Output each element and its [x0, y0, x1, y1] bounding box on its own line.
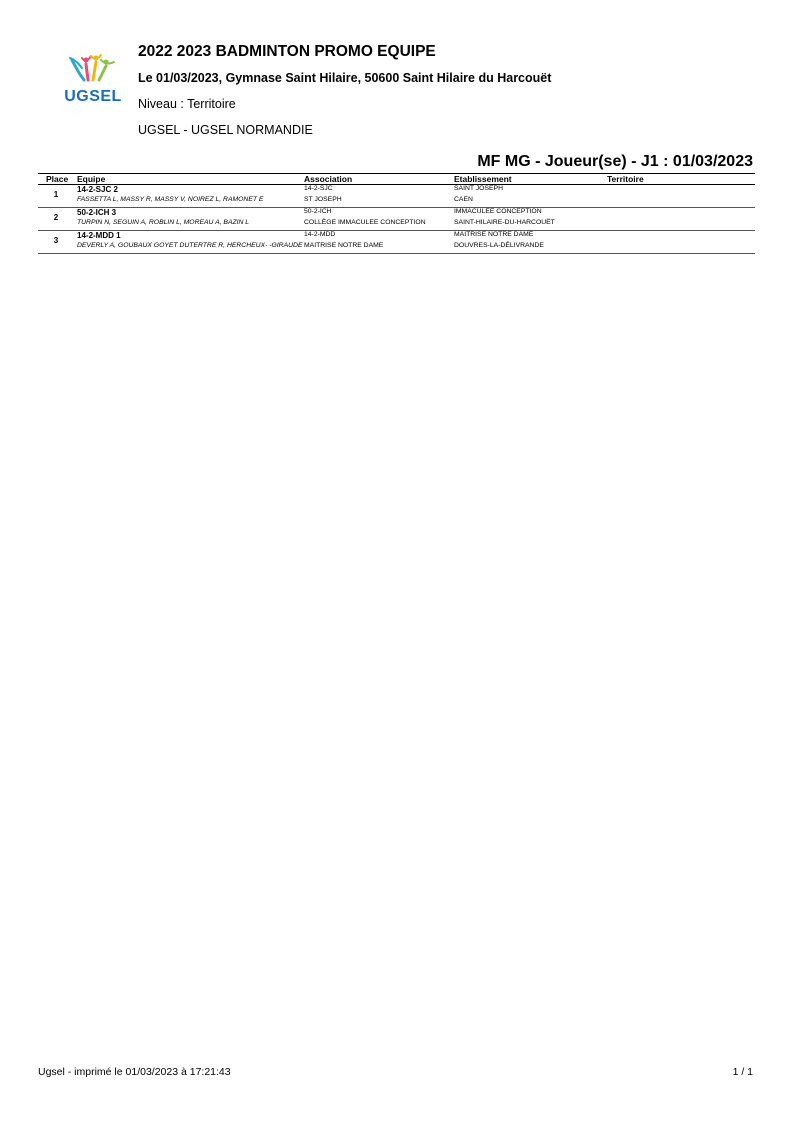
- row-place: 2: [53, 213, 59, 222]
- establishment-name: MAITRISE NOTRE DAME: [454, 231, 534, 238]
- association-name: COLLÈGE IMMACULEE CONCEPTION: [304, 219, 426, 226]
- column-header-establishment: Etablissement: [454, 174, 512, 184]
- association-code: 14-2-SJC: [304, 185, 333, 192]
- event-heading: MF MG - Joueur(se) - J1 : 01/03/2023: [477, 153, 753, 170]
- row-divider: [38, 207, 755, 208]
- column-header-place: Place: [46, 174, 69, 184]
- association-name: ST JOSEPH: [304, 196, 342, 203]
- association-code: 14-2-MDD: [304, 231, 336, 238]
- table-top-rule: [38, 173, 755, 174]
- row-place: 3: [53, 236, 59, 245]
- association-code: 50-2-ICH: [304, 208, 332, 215]
- association-name: MAITRISE NOTRE DAME: [304, 242, 384, 249]
- establishment-name: IMMACULEE CONCEPTION: [454, 208, 542, 215]
- page-title: 2022 2023 BADMINTON PROMO EQUIPE: [138, 43, 436, 60]
- ugsel-logo: [60, 50, 126, 108]
- establishment-city: SAINT-HILAIRE-DU-HARCOUËT: [454, 219, 555, 226]
- page-number: 1 / 1: [732, 1066, 753, 1078]
- column-header-association: Association: [304, 174, 353, 184]
- team-name: 50-2-ICH 3: [77, 208, 117, 217]
- establishment-city: CAEN: [454, 196, 473, 203]
- print-timestamp: Ugsel - imprimé le 01/03/2023 à 17:21:43: [38, 1066, 231, 1078]
- team-name: 14-2-SJC 2: [77, 185, 118, 194]
- column-header-territory: Territoire: [607, 174, 644, 184]
- organization: UGSEL - UGSEL NORMANDIE: [138, 123, 313, 137]
- establishment-city: DOUVRES-LA-DÉLIVRANDE: [454, 242, 544, 249]
- team-players: DEVERLY A, GOUBAUX GOYET DUTERTRE R, HERCHEUX- -GIRAUDE: [77, 242, 303, 249]
- establishment-name: SAINT JOSEPH: [454, 185, 503, 192]
- team-players: TURPIN N, SEGUIN A, ROBLIN L, MOREAU A, BAZIN L: [77, 219, 250, 226]
- team-name: 14-2-MDD 1: [77, 231, 121, 240]
- row-divider: [38, 230, 755, 231]
- column-header-team: Equipe: [77, 174, 106, 184]
- header-rule: [38, 184, 755, 185]
- event-location: Le 01/03/2023, Gymnase Saint Hilaire, 50600 Saint Hilaire du Harcouët: [138, 71, 552, 85]
- competition-level: Niveau : Territoire: [138, 97, 236, 111]
- row-place: 1: [53, 190, 59, 199]
- ugsel-figures-icon: [60, 50, 126, 90]
- table-bottom-rule: [38, 253, 755, 254]
- logo-text: UGSEL: [64, 88, 122, 105]
- team-players: FASSETTA L, MASSY R, MASSY V, NOIREZ L, RAMONET E: [77, 196, 264, 203]
